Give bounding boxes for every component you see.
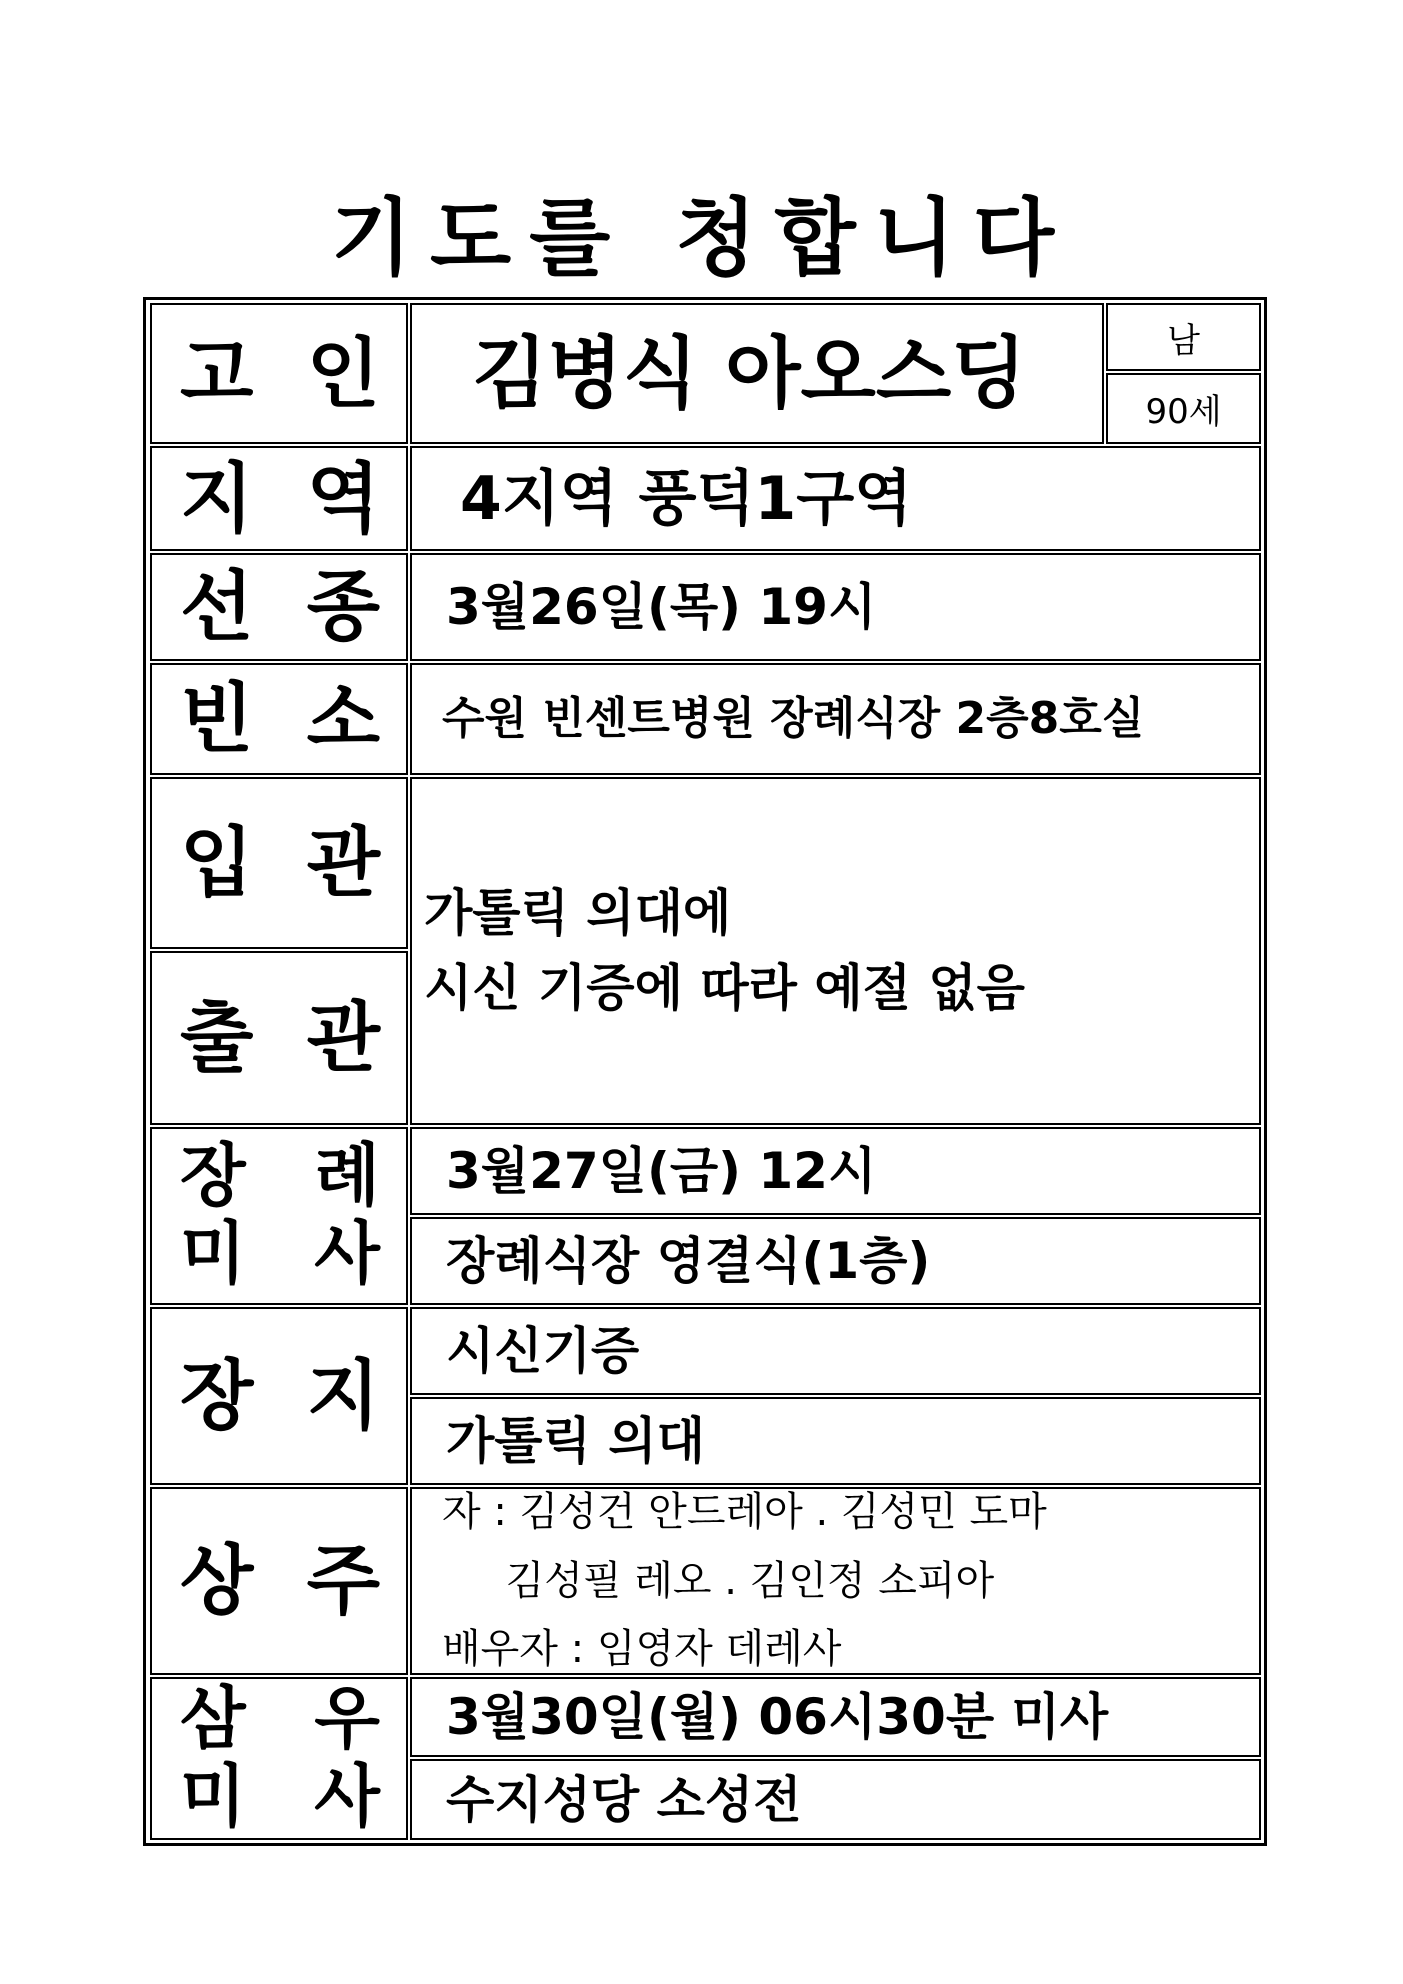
funeral-mass-label: [150, 1127, 408, 1305]
label-char: 빈: [180, 674, 254, 763]
death-value: 3월26일(목) 19시: [410, 553, 1261, 661]
label-char: 우: [314, 1679, 380, 1759]
label-row: [180, 1137, 380, 1216]
label-char: 소: [306, 674, 380, 763]
label-row: [180, 1757, 380, 1837]
mourner-line: 김성필 레오 . 김인정 소피아: [442, 1557, 995, 1604]
carryout-label: [150, 951, 408, 1125]
encoffin-note-line: 시신 기증에 따라 예절 없음: [424, 959, 1025, 1017]
third-day-mass-label: [150, 1677, 408, 1840]
mourner-line: 배우자 : 임영자 데레사: [442, 1626, 842, 1673]
label-char: 입: [180, 818, 254, 907]
burial-line2: 가톨릭 의대: [410, 1397, 1261, 1485]
label-char: 고: [180, 328, 254, 418]
label-char: 지: [180, 453, 254, 543]
encoffin-note: [410, 777, 1261, 1125]
label-char: 주: [306, 1536, 380, 1625]
label-char: 관: [306, 818, 380, 907]
label-row: [180, 1679, 380, 1759]
third-day-mass-time: 3월30일(월) 06시30분 미사: [410, 1677, 1261, 1757]
deceased-gender: 남: [1106, 303, 1261, 371]
chief-mourner-list: [410, 1487, 1261, 1675]
label-char: 역: [306, 453, 380, 543]
label-char: 사: [314, 1215, 380, 1294]
label-char: 관: [306, 993, 380, 1082]
chief-mourner-label: [150, 1487, 408, 1675]
encoffin-label: [150, 777, 408, 949]
label-char: 미: [180, 1757, 246, 1837]
funeral-mass-time: 3월27일(금) 12시: [410, 1127, 1261, 1215]
label-char: 장: [180, 1137, 246, 1216]
mortuary-value: 수원 빈센트병원 장례식장 2층8호실: [410, 663, 1261, 775]
label-row: [180, 1215, 380, 1294]
burial-label: [150, 1307, 408, 1485]
label-char: 례: [314, 1137, 380, 1216]
label-char: 미: [180, 1215, 246, 1294]
label-char: 삼: [180, 1679, 246, 1759]
label-char: 상: [180, 1536, 254, 1625]
page-title: 기도를 청합니다: [330, 189, 1073, 287]
label-char: 출: [180, 993, 254, 1082]
funeral-mass-place: 장례식장 영결식(1층): [410, 1217, 1261, 1305]
label-char: 선: [180, 562, 254, 651]
label-char: 지: [306, 1351, 380, 1440]
deceased-age: 90세: [1106, 373, 1261, 444]
label-char: 인: [306, 328, 380, 418]
label-char: 사: [314, 1757, 380, 1837]
label-char: 종: [306, 562, 380, 651]
mortuary-label: [150, 663, 408, 775]
deceased-name: 김병식 아오스딩: [410, 303, 1104, 444]
encoffin-note-line: 가톨릭 의대에: [424, 884, 732, 942]
label-char: 장: [180, 1351, 254, 1440]
mourner-line: 자 : 김성건 안드레아 . 김성민 도마: [442, 1488, 1047, 1535]
burial-line1: 시신기증: [410, 1307, 1261, 1395]
death-label: [150, 553, 408, 661]
region-label: [150, 446, 408, 551]
deceased-label: [150, 303, 408, 444]
region-value: 4지역 풍덕1구역: [410, 446, 1261, 551]
third-day-mass-place: 수지성당 소성전: [410, 1759, 1261, 1840]
